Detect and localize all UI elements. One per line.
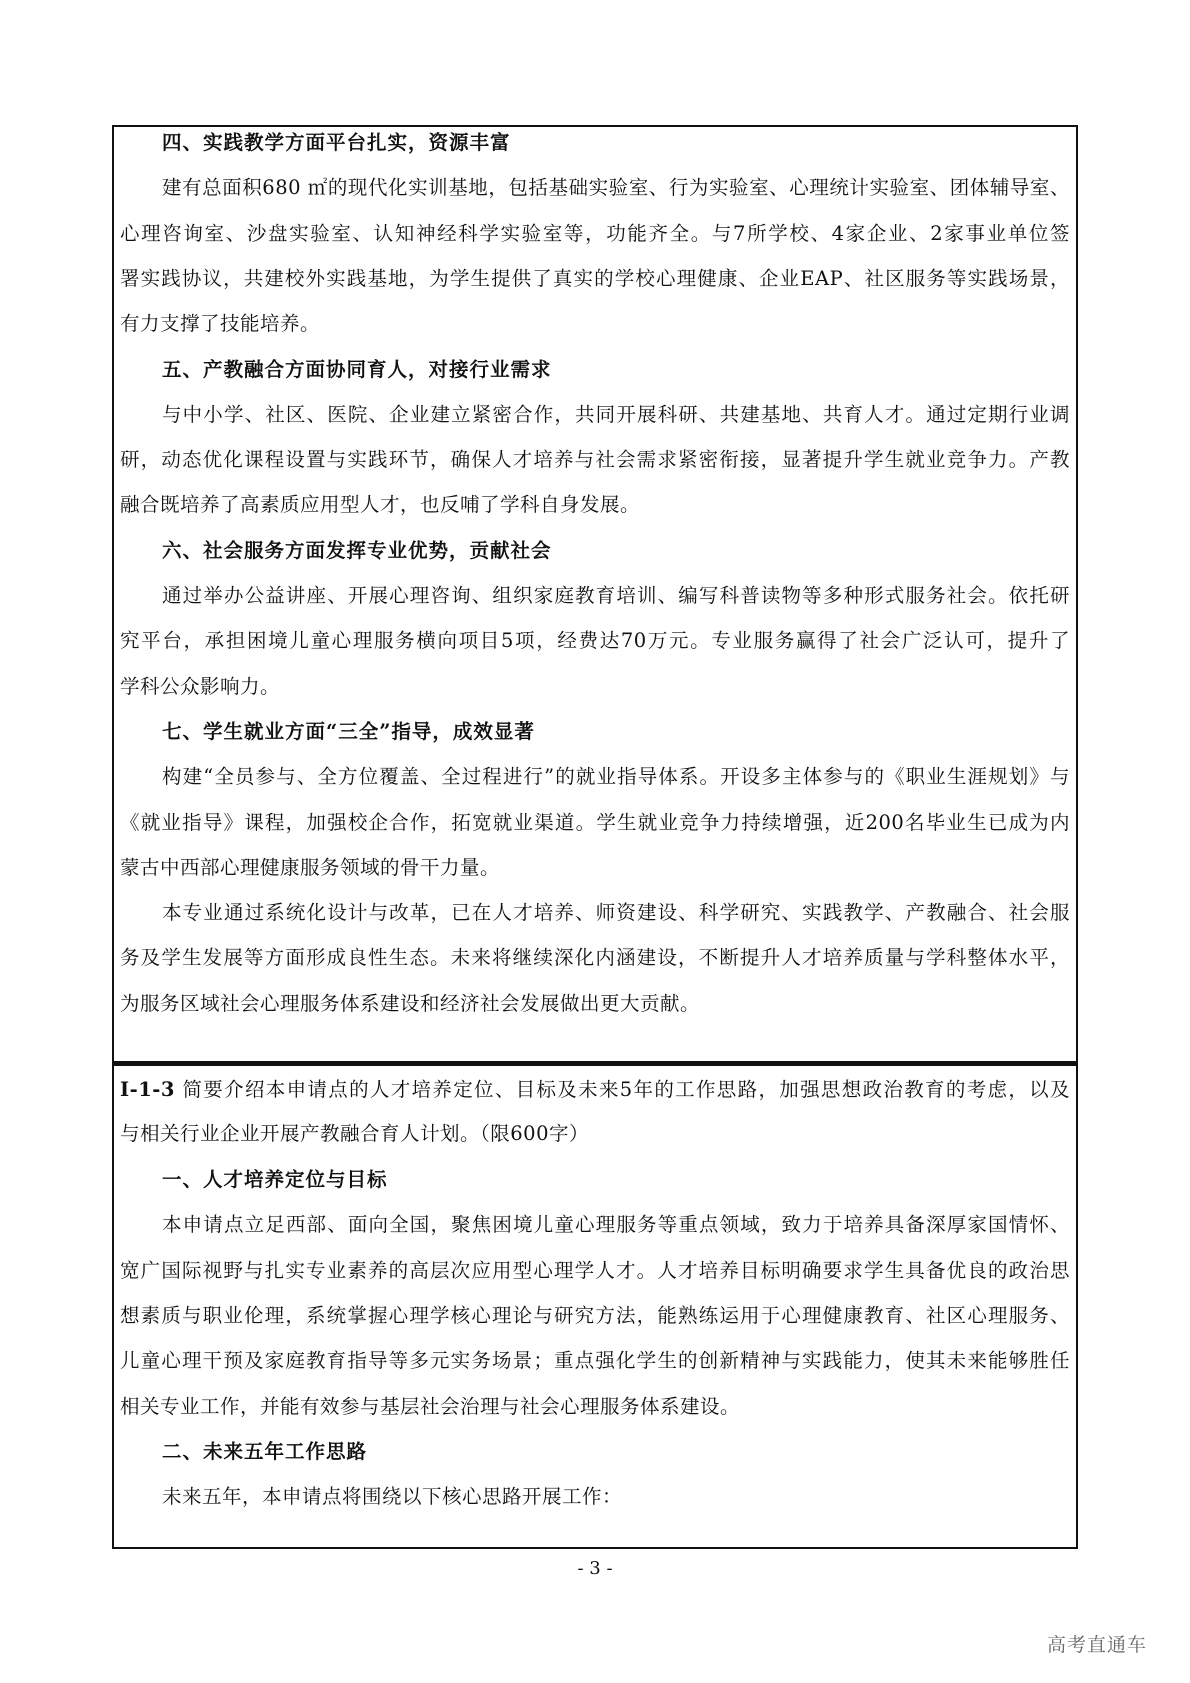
paragraph-line: 《就业指导》课程，加强校企合作，拓宽就业渠道。学生就业竞争力持续增强，近200名毕业生已成为内 — [120, 810, 1070, 834]
paragraph-line: 融合既培养了高素质应用型人才，也反哺了学科自身发展。 — [120, 493, 641, 517]
paragraph-line: 为服务区域社会心理服务体系建设和经济社会发展做出更大贡献。 — [120, 991, 701, 1015]
paragraph-line: 有力支撑了技能培养。 — [120, 312, 321, 336]
paragraph-line: 本申请点立足西部、面向全国，聚焦困境儿童心理服务等重点领域，致力于培养具备深厚家国情怀、 — [162, 1213, 1070, 1237]
paragraph-line: 未来五年，本申请点将围绕以下核心思路开展工作： — [162, 1485, 623, 1509]
section-heading: 五、产教融合方面协同育人，对接行业需求 — [162, 357, 552, 381]
paragraph-line: 相关专业工作，并能有效参与基层社会治理与社会心理服务体系建设。 — [120, 1394, 741, 1418]
paragraph-line: 学科公众影响力。 — [120, 674, 281, 698]
section-heading: 六、社会服务方面发挥专业优势，贡献社会 — [162, 538, 552, 562]
paragraph-line: 研，动态优化课程设置与实践环节，确保人才培养与社会需求紧密衔接，显著提升学生就业竞争力。产教 — [120, 448, 1070, 472]
paragraph-line: 宽广国际视野与扎实专业素养的高层次应用型心理学人才。人才培养目标明确要求学生具备优良的政治思 — [120, 1258, 1070, 1282]
page-number: - 3 - — [577, 1558, 613, 1579]
section-heading: 七、学生就业方面“三全”指导，成效显著 — [162, 719, 535, 743]
paragraph-line: 构建“全员参与、全方位覆盖、全过程进行”的就业指导体系。开设多主体参与的《职业生涯规划》与 — [162, 765, 1070, 789]
content-box-i-1-3 — [112, 1063, 1078, 1549]
paragraph-line: 与中小学、社区、医院、企业建立紧密合作，共同开展科研、共建基地、共育人才。通过定期行业调 — [162, 402, 1070, 426]
question-text: 简要介绍本申请点的人才培养定位、目标及未来5年的工作思路，加强思想政治教育的考虑，以及 — [174, 1078, 1070, 1101]
section-heading: 四、实践教学方面平台扎实，资源丰富 — [162, 131, 511, 154]
question-code: I-1-3 — [120, 1078, 175, 1101]
section-heading: 二、未来五年工作思路 — [162, 1439, 368, 1463]
paragraph-line: 署实践协议，共建校外实践基地，为学生提供了真实的学校心理健康、企业EAP、社区服务等实践场景， — [120, 266, 1070, 290]
paragraph-line: 务及学生发展等方面形成良性生态。未来将继续深化内涵建设，不断提升人才培养质量与学科整体水平， — [120, 946, 1070, 970]
question-prompt — [120, 1078, 1070, 1102]
content-box-achievements — [112, 125, 1078, 1063]
paragraph-line: 心理咨询室、沙盘实验室、认知神经科学实验室等，功能齐全。与7所学校、4家企业、2家事业单位签 — [120, 221, 1070, 245]
watermark: 高考直通车 — [1047, 1634, 1148, 1656]
paragraph-line: 建有总面积680 ㎡的现代化实训基地，包括基础实验室、行为实验室、心理统计实验室、团体辅导室、 — [162, 176, 1070, 200]
paragraph-line: 儿童心理干预及家庭教育指导等多元实务场景；重点强化学生的创新精神与实践能力，使其未来能够胜任 — [120, 1349, 1070, 1373]
paragraph-line: 蒙古中西部心理健康服务领域的骨干力量。 — [120, 855, 501, 879]
paragraph-line: 想素质与职业伦理，系统掌握心理学核心理论与研究方法，能熟练运用于心理健康教育、社区心理服务、 — [120, 1303, 1070, 1327]
paragraph-line: 究平台，承担困境儿童心理服务横向项目5项，经费达70万元。专业服务赢得了社会广泛认可，提升了 — [120, 629, 1070, 653]
section-heading: 一、人才培养定位与目标 — [162, 1168, 388, 1191]
paragraph-line: 通过举办公益讲座、开展心理咨询、组织家庭教育培训、编写科普读物等多种形式服务社会。依托研 — [162, 584, 1070, 607]
paragraph-line: 本专业通过系统化设计与改革，已在人才培养、师资建设、科学研究、实践教学、产教融合、社会服 — [162, 901, 1070, 925]
question-prompt-cont: 与相关行业企业开展产教融合育人计划。（限600字） — [120, 1122, 589, 1145]
